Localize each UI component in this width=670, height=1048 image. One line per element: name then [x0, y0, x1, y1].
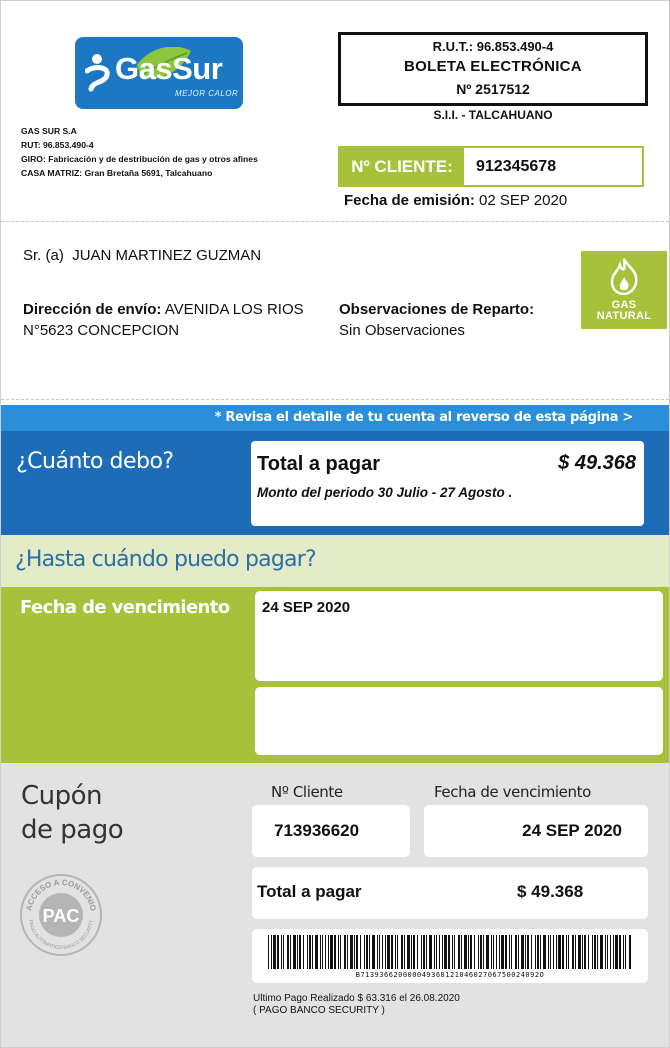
- divider: [1, 399, 669, 400]
- logo-name: GasSur: [115, 51, 223, 86]
- gas-natural-badge: [581, 251, 667, 329]
- coupon-client-label: Nº Cliente: [271, 783, 343, 801]
- delivery-notes: [339, 299, 579, 341]
- badge-line1: GAS: [611, 299, 637, 311]
- shipping-address-label: Dirección de envío:: [23, 301, 162, 318]
- coupon-title-line2: de pago: [21, 815, 124, 845]
- last-payment-text: Ultimo Pago Realizado $ 63.316 el 26.08.2020: [253, 993, 460, 1004]
- coupon-title: [21, 779, 123, 847]
- swirl-icon: [85, 53, 115, 93]
- amount-due-section: [1, 431, 669, 535]
- coupon-client-box: [252, 805, 410, 857]
- document-header-box: [338, 32, 648, 106]
- total-box: [251, 441, 644, 526]
- pac-center-text: PAC: [42, 906, 80, 926]
- company-info: [21, 124, 258, 180]
- total-label: Total a pagar: [257, 453, 380, 475]
- client-number-box: [338, 146, 644, 187]
- doc-number: Nº 2517512: [456, 81, 530, 97]
- recipient: [23, 247, 261, 264]
- coupon-total-label: Total a pagar: [257, 882, 362, 901]
- last-payment-bank: ( PAGO BANCO SECURITY ): [253, 1005, 385, 1016]
- empty-box: [255, 687, 663, 755]
- doc-type: BOLETA ELECTRÓNICA: [404, 58, 582, 75]
- recipient-label: Sr. (a): [23, 247, 64, 264]
- shipping-address: [23, 299, 313, 341]
- doc-sii: S.I.I. - TALCAHUANO: [433, 108, 553, 122]
- pac-top-text: ACCESO A CONVENIO: [24, 877, 98, 912]
- pac-bottom-text: PAGO AUTOMATICO BANCO SECURITY: [27, 919, 95, 952]
- due-date-question: ¿Hasta cuándo puedo pagar?: [15, 547, 316, 572]
- notice-bar[interactable]: [1, 405, 669, 431]
- coupon-due-box: [424, 805, 648, 857]
- due-date-value: 24 SEP 2020: [262, 599, 351, 616]
- due-date-header: [1, 535, 669, 587]
- company-rut: RUT: 96.853.490-4: [21, 140, 94, 150]
- gassur-logo: [75, 37, 243, 109]
- client-number-value: 912345678: [476, 157, 557, 175]
- payment-coupon: [1, 763, 669, 1047]
- due-date-section: [1, 535, 669, 763]
- coupon-total-box: [252, 867, 648, 919]
- billing-period: Monto del periodo 30 Julio - 27 Agosto .: [257, 485, 513, 500]
- due-date-label: Fecha de vencimiento: [20, 597, 230, 618]
- delivery-notes-value: Sin Observaciones: [339, 322, 465, 339]
- barcode-number: B71393662000004936812104602706750024092O: [355, 971, 545, 979]
- coupon-due-label: Fecha de vencimiento: [434, 783, 591, 801]
- client-number-label: Nº CLIENTE:: [340, 148, 464, 185]
- coupon-due-value: 24 SEP 2020: [522, 821, 622, 840]
- coupon-title-line1: Cupón: [21, 781, 103, 811]
- badge-line2: NATURAL: [596, 310, 652, 322]
- shipping-address-value: AVENIDA LOS RIOS N°5623 CONCEPCION: [23, 301, 304, 339]
- company-name: GAS SUR S.A: [21, 126, 77, 136]
- doc-rut: R.U.T.: 96.853.490-4: [432, 39, 554, 54]
- pac-seal-icon: [19, 873, 103, 957]
- emission-date: [344, 192, 567, 209]
- divider: [1, 221, 669, 222]
- coupon-client-value: 713936620: [274, 821, 360, 840]
- emission-date-label: Fecha de emisión:: [344, 192, 475, 209]
- delivery-notes-label: Observaciones de Reparto:: [339, 301, 535, 318]
- emission-date-value: 02 SEP 2020: [479, 192, 568, 209]
- due-date-box: [255, 591, 663, 681]
- recipient-name: JUAN MARTINEZ GUZMAN: [72, 247, 262, 264]
- barcode: [268, 935, 632, 969]
- company-casa-matriz: CASA MATRIZ: Gran Bretaña 5691, Talcahuano: [21, 168, 213, 178]
- flame-icon: [606, 257, 642, 295]
- total-value: $ 49.368: [558, 452, 636, 474]
- coupon-total-value: $ 49.368: [517, 882, 584, 901]
- amount-due-question: ¿Cuánto debo?: [16, 449, 174, 474]
- notice-link[interactable]: * Revisa el detalle de tu cuenta al reverso de esta página >: [214, 410, 633, 425]
- barcode-box: [252, 929, 648, 983]
- company-giro: GIRO: Fabricación y de destribución de gas y otros afines: [21, 154, 258, 164]
- last-payment: [253, 993, 460, 1017]
- logo-tagline: MEJOR CALOR: [175, 89, 239, 98]
